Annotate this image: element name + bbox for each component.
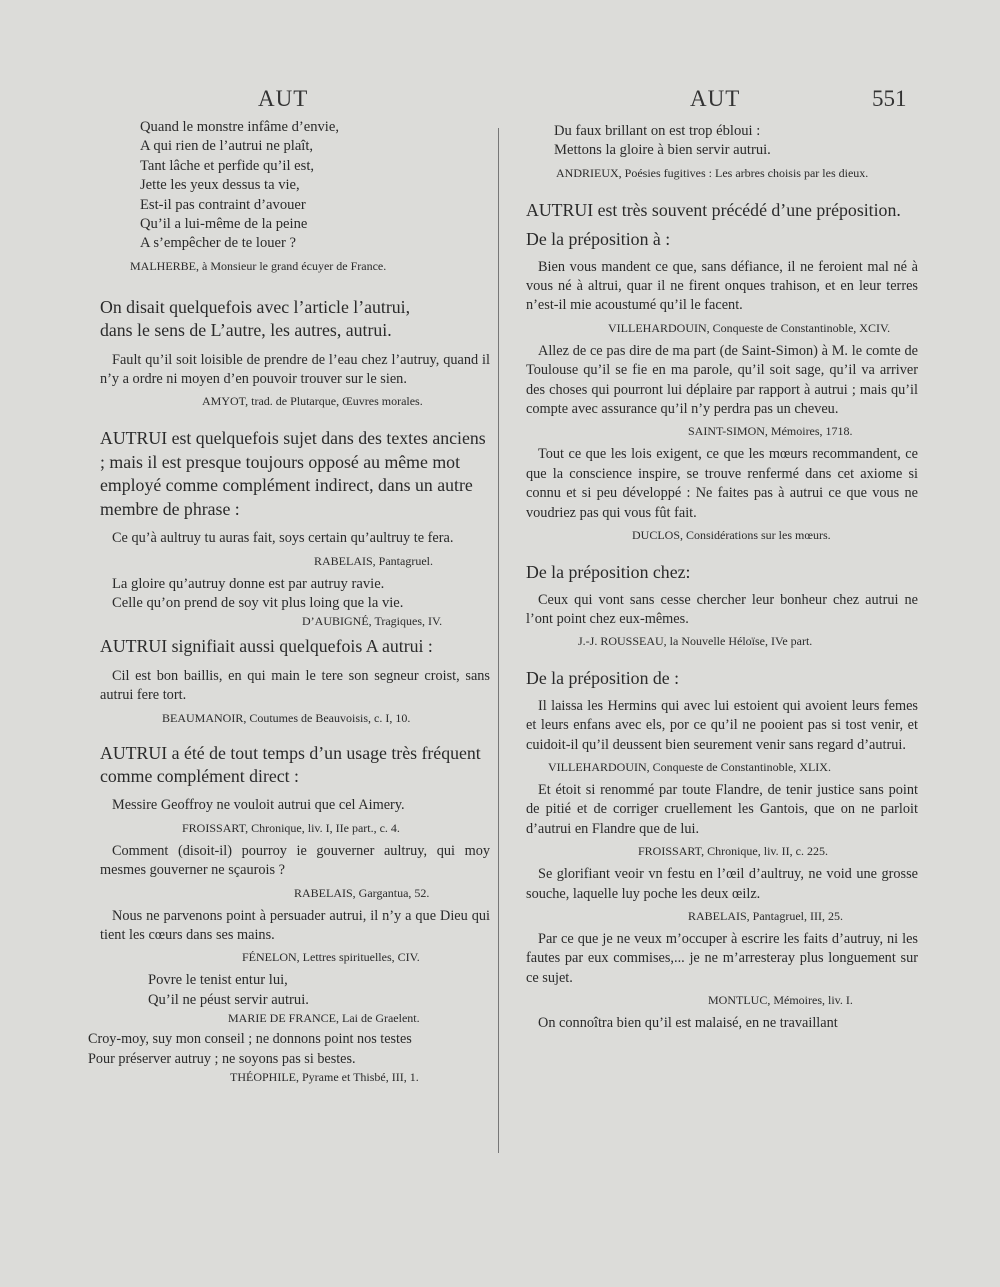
verse-daubigne — [112, 575, 490, 614]
definition-note — [100, 296, 490, 343]
attribution: MONTLUC, Mémoires, liv. I. — [708, 993, 853, 1008]
quotation — [526, 865, 918, 904]
quotation — [526, 258, 918, 316]
attribution: RABELAIS, Gargantua, 52. — [294, 885, 430, 900]
quotation — [526, 1014, 918, 1033]
definition-note: AUTRUI a été de tout temps d’un usage très fréquent comme complément direct : — [100, 742, 481, 786]
verse-line: A s’empêcher de te louer ? — [140, 235, 296, 252]
verse-line: La gloire qu’autruy donne est par autruy ravie. — [112, 575, 385, 592]
page-number: 551 — [872, 86, 907, 111]
verse-line: A qui rien de l’autrui ne plaît, — [140, 138, 314, 155]
quotation-text: Par ce que je ne veux m’occuper à escrire les faits d’autruy, ni les fautes par eux commises,... je ne m’arresteray plus longuement sur ce sujet. — [526, 930, 918, 986]
attribution: AMYOT, trad. de Plutarque, Œuvres morales. — [202, 394, 423, 409]
quotation-text: Cil est bon baillis, en qui main le tere son segneur croist, sans autrui fere tort. — [100, 667, 490, 704]
quotation-text: Nous ne parvenons point à persuader autrui, il n’y a que Dieu qui tient les cœurs dans ses mains. — [100, 907, 490, 943]
quotation — [100, 796, 490, 815]
quotation-text: Fault qu’il soit loisible de prendre de l’eau chez l’autruy, quand il n’y a ordre ni moyen d’en pouvoir trouver sur le sien. — [100, 351, 490, 388]
quotation-text: Ce qu’à aultruy tu auras fait, soys certain qu’aultruy te fera. — [112, 530, 454, 547]
attribution: FROISSART, Chronique, liv. I, IIe part., c. 4. — [182, 820, 400, 835]
verse-line: Est-il pas contraint d’avouer — [140, 196, 306, 213]
attribution: RABELAIS, Pantagruel, III, 25. — [688, 908, 843, 923]
subsection-heading: De la préposition de : — [526, 668, 680, 689]
verse-line: Croy-moy, suy mon conseil ; ne donnons point nos testes — [88, 1031, 412, 1048]
verse-line: Qu’il a lui-même de la peine — [140, 216, 308, 233]
quotation — [526, 930, 918, 988]
attribution: THÉOPHILE, Pyrame et Thisbé, III, 1. — [230, 1070, 419, 1084]
quotation-text: Il laissa les Hermins qui avec lui estoient qui avoient leurs femes et leurs enfans avec els, por ce qu’il ne pooient pas si tost venir, et cuidoit-il qu’il deussent bien seurement venir sans regard d’autrui. — [526, 697, 918, 753]
quotation — [100, 529, 490, 548]
definition-note: AUTRUI signifiait aussi quelquefois A autrui : — [100, 636, 433, 657]
attribution: VILLEHARDOUIN, Conqueste de Constantinoble, XCIV. — [608, 320, 891, 335]
quotation — [100, 842, 490, 881]
attribution: ANDRIEUX, Poésies fugitives : Les arbres choisis par les dieux. — [556, 165, 869, 180]
verse-marie-de-france — [148, 971, 490, 1010]
quotation-text: Se glorifiant veoir vn festu en l’œil d’aultruy, ne void une grosse souche, laquelle luy poche les deux œilz. — [526, 866, 918, 902]
attribution: VILLEHARDOUIN, Conqueste de Constantinoble, XLIX. — [548, 759, 831, 774]
verse-line: Mettons la gloire à bien servir autrui. — [554, 142, 771, 159]
quotation-text: On connoîtra bien qu’il est malaisé, en ne travaillant — [538, 1015, 838, 1032]
quotation — [526, 591, 918, 630]
verse-malherbe — [140, 118, 490, 254]
quotation — [526, 445, 918, 523]
verse-line: Celle qu’on prend de soy vit plus loing que la vie. — [112, 594, 404, 611]
attribution: MALHERBE, à Monsieur le grand écuyer de France. — [130, 258, 387, 273]
quotation-text: Tout ce que les lois exigent, ce que les mœurs recommandent, ce que la conscience inspire, se trouve renfermé dans cet axiome si connu et si peu développé : Ne faites pas à autrui ce que vous ne voudriez pas qui vous fût fait. — [526, 446, 918, 521]
attribution: BEAUMANOIR, Coutumes de Beauvoisis, c. I, 10. — [162, 710, 411, 725]
quotation-text: Comment (disoit-il) pourroy ie gouverner aultruy, qui moy mesmes gouverner ne sçaurois ? — [100, 842, 490, 879]
quotation-text: Et étoit si renommé par toute Flandre, de tenir justice sans point de pitié et de corriger cruellement les Gantois, que on ne parloit d’autrui en Flandre que de lui. — [526, 781, 918, 837]
verse-line: Jette les yeux dessus ta vie, — [140, 177, 300, 194]
note-line: On disait quelquefois avec l’article l’autrui, — [100, 296, 411, 317]
quotation — [526, 342, 918, 420]
left-column — [82, 118, 490, 1085]
quotation-text: Bien vous mandent ce que, sans défiance, il ne feroient mal né à vous né à altrui, quar il ne firent onques trahison, et en leur terres n’est-il mie acoustumé qu’il le facent. — [526, 258, 918, 314]
verse-line: Povre le tenist entur lui, — [148, 972, 288, 989]
definition-note: AUTRUI est très souvent précédé d’une préposition. — [526, 199, 901, 220]
attribution: RABELAIS, Pantagruel. — [314, 553, 433, 568]
verse-line: Qu’il ne péust servir autrui. — [148, 991, 309, 1008]
definition-note: AUTRUI est quelquefois sujet dans des textes anciens ; mais il est presque toujours opposé au même mot employé comme complément indirect, dans un autre membre de phrase : — [100, 428, 486, 519]
quotation — [526, 697, 918, 755]
quotation-text: Allez de ce pas dire de ma part (de Saint-Simon) à M. le comte de Toulouse qu’il se fie en ma parole, qu’il soit sage, qu’il va arriver des choses qui pourront lui déplaire par rapport à autrui ; mais qu’il compte avec assurance qu’il n’y perdra pas un cheveu. — [526, 342, 918, 418]
quotation-text: Ceux qui vont sans cesse chercher leur bonheur chez autrui ne l’ont point chez eux-mêmes. — [526, 591, 918, 627]
quotation — [100, 907, 490, 946]
subsection-heading: De la préposition à : — [526, 229, 671, 250]
attribution: SAINT-SIMON, Mémoires, 1718. — [688, 424, 853, 439]
attribution: J.-J. ROUSSEAU, la Nouvelle Héloïse, IVe part. — [578, 634, 813, 649]
quotation — [100, 667, 490, 706]
verse-line: Tant lâche et perfide qu’il est, — [140, 157, 315, 174]
attribution: FROISSART, Chronique, liv. II, c. 225. — [638, 844, 828, 859]
column-rule — [498, 128, 499, 1153]
right-column — [508, 118, 918, 1034]
quotation — [526, 781, 918, 839]
verse-theophile — [88, 1030, 490, 1069]
attribution: DUCLOS, Considérations sur les mœurs. — [632, 528, 831, 543]
subsection-heading: De la préposition chez: — [526, 562, 691, 583]
note-line: dans le sens de L’autre, les autres, autrui. — [100, 320, 392, 341]
verse-andrieux — [554, 122, 918, 161]
verse-line: Quand le monstre infâme d’envie, — [140, 119, 339, 135]
quotation-text: Messire Geoffroy ne vouloit autrui que cel Aimery. — [112, 797, 405, 814]
attribution: FÉNELON, Lettres spirituelles, CIV. — [242, 950, 420, 965]
attribution: MARIE DE FRANCE, Lai de Graelent. — [228, 1011, 420, 1026]
verse-line: Pour préserver autruy ; ne soyons pas si bestes. — [88, 1050, 356, 1067]
attribution: D’AUBIGNÉ, Tragiques, IV. — [302, 614, 443, 629]
running-head-left: AUT — [258, 86, 309, 111]
running-head-right: AUT — [690, 86, 741, 111]
quotation — [100, 351, 490, 390]
verse-line: Du faux brillant on est trop ébloui : — [554, 123, 761, 139]
